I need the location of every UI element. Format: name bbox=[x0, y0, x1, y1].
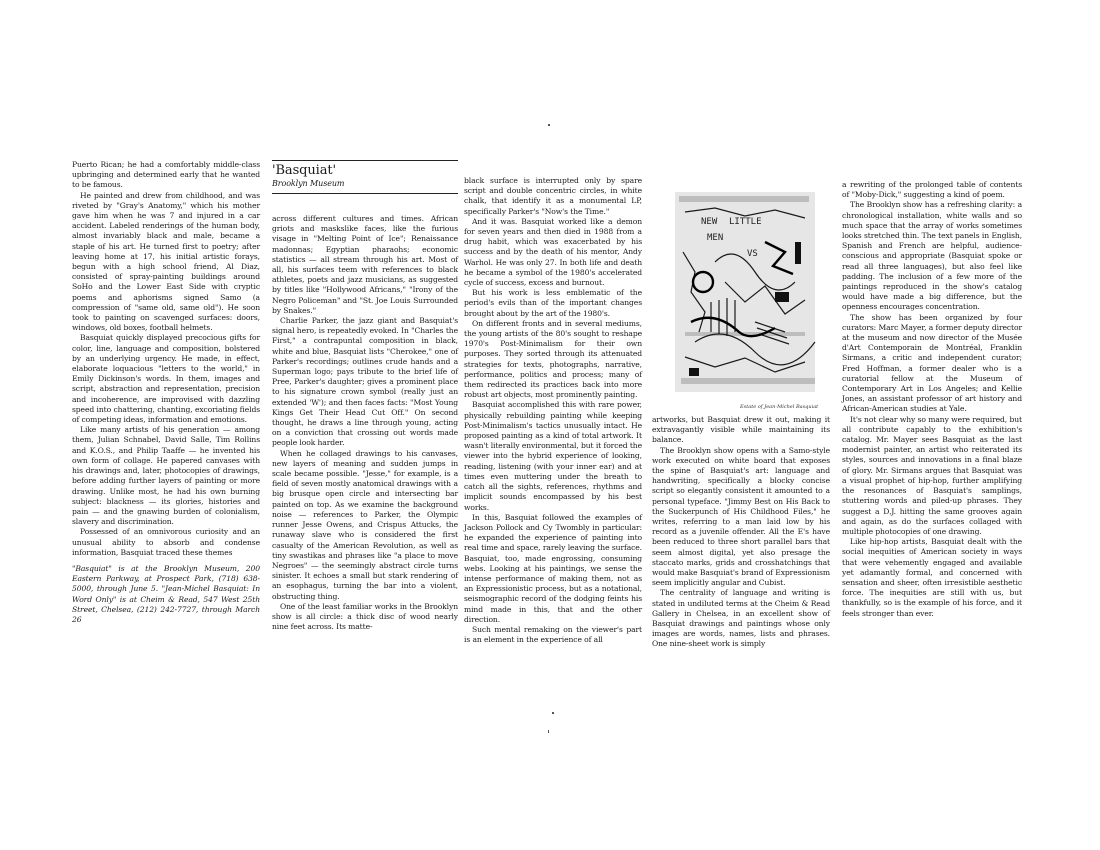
paragraph: Charlie Parker, the jazz giant and Basquiat's signal hero, is repeatedly evoked. In "Charles the First," a contrapuntal composition in black, white and blue, Basquiat lists "Cherokee," one of Parker's recordings; outlines crude hands and a Superman logo; pays tribute to the brief life of Pree, Parker's daughter; gives a prominent place to his signature crown symbol (really just an extended 'W'); and then faces facts: "Most Young Kings Get Their Head Cut Off." On second thought, he draws a line through young, acting on a conviction that crossing out words made people look harder. bbox=[272, 316, 458, 448]
paragraph: It's not clear why so many were required, but all contribute capably to the exhibition's catalog. Mr. Mayer sees Basquiat as the last modernist painter, an artist who reiterated its styles, sources and innovations in a final blaze of glory. Mr. Sirmans argues that Basquiat was a visual prophet of hip-hop, further amplifying the resonances of Basquiat's samplings, stuttering words and piled-up phrases. They suggest a D.J. hitting the same grooves again and again, as do the surfaces collaged with multiple photocopies of one drawing. bbox=[842, 414, 1022, 536]
paragraph: On different fronts and in several mediums, the young artists of the 80's sought to reshape 1970's Post-Minimalism for their own purposes. They sorted through its attenuated strategies for texts, photographs, narrative, performance, politics and process; many of them redirected its practices back into more robust art objects, most prominently painting. bbox=[464, 318, 642, 400]
scan-speck bbox=[552, 712, 554, 714]
scan-speck bbox=[548, 730, 549, 733]
review-header bbox=[272, 160, 458, 194]
paragraph: across different cultures and times. African griots and maskslike faces, like the furious visage in "Melting Point of Ice"; Renaissance madonnas; Egyptian pharaohs; economic statistics — all stream through his art. Most of all, his surfaces teem with references to black athletes, poets and jazz musicians, as suggested by titles like "Hollywood Africans," "Irony of the Negro Policeman" and "St. Joe Louis Surrounded by Snakes." bbox=[272, 214, 458, 315]
paragraph: One of the least familiar works in the Brooklyn show is all circle: a thick disc of wood nearly nine feet across. Its matte- bbox=[272, 601, 458, 632]
paragraph: And it was. Basquiat worked like a demon for seven years and then died in 1988 from a drug habit, which was exacerbated by his success and by the death of his mentor, Andy Warhol. He was only 27. In both life and death he became a symbol of the 1980's accelerated cycle of success, excess and burnout. bbox=[464, 216, 642, 288]
image-credit-caption: Estate of Jean-Michel Basquiat bbox=[740, 404, 819, 410]
paragraph: He painted and drew from childhood, and was riveted by "Gray's Anatomy," which his mother gave him when he was 7 and injured in a car accident. Labeled renderings of the human body, almost invariably black and male, became a staple of his art. He turned first to poetry; after leaving home at 17, his initial artistic forays, begun with a high school friend, Al Diaz, consisted of spray-painting buildings around SoHo and the Lower East Side with cryptic poems and aphorisms signed Samo (a compression of "same old, same old"). He soon took to painting on scavenged surfaces: doors, windows, old boxes, football helmets. bbox=[72, 190, 260, 333]
basquiat-artwork-image bbox=[655, 182, 825, 410]
paragraph: Possessed of an omnivorous curiosity and an unusual ability to absorb and condense information, Basquiat traced these themes bbox=[72, 527, 260, 557]
paragraph: Like many artists of his generation — among them, Julian Schnabel, David Salle, Tim Rollins and K.O.S., and Philip Taaffe — he invented his own form of collage. He papered canvases with his drawings and, later, photocopies of drawings, before adding further layers of painting or more drawing. Unlike most, he had his own burning subject: blackness — its glories, histories and pain — and the gnawing burden of colonialism, slavery and discrimination. bbox=[72, 425, 260, 527]
paragraph: black surface is interrupted only by spare script and double concentric circles, in white chalk, that identify it as a monumental LP, specifically Parker's "Now's the Time." bbox=[464, 176, 642, 216]
artwork-word: LITTLE bbox=[729, 217, 762, 227]
paragraph: The Brooklyn show opens with a Samo-style work executed on white board that exposes the spine of Basquiat's art: language and handwriting, specifically a blocky concise script so elegantly consistent it amounted to a personal typeface. "Jimmy Best on His Back to the Suckerpunch of His Childhood Files," he writes, referring to a man laid low by his record as a juvenile offender. All the E's have been reduced to three short parallel bars that seem almost digital, yet also presage the staccato marks, grids and crosshatchings that would make Basquiat's brand of Expressionism seem implicitly angular and Cubist. bbox=[652, 445, 830, 588]
paragraph: a rewriting of the prolonged table of contents of "Moby-Dick," suggesting a kind of poem. bbox=[842, 180, 1022, 200]
article-column-3 bbox=[464, 176, 642, 645]
artwork-word: NEW bbox=[701, 217, 718, 227]
paragraph: Like hip-hop artists, Basquiat dealt with the social inequities of American society in ways that were vehemently engaged and available yet adamantly formal, and concerned with sensation and sheer, often irresistible aesthetic force. The inequities are still with us, but thankfully, so is the example of his force, and it feels stronger than ever. bbox=[842, 537, 1022, 618]
scan-speck bbox=[548, 124, 550, 126]
paragraph: Basquiat accomplished this with rare power, physically rebuilding painting while keeping Post-Minimalism's tactics unusually intact. He proposed painting as a kind of total artwork. It wasn't literally environmental, but it forced the viewer into the hybrid experience of looking, reading, listening (with your inner ear) and at times even muttering under the breath to catch all the sights, references, rhythms and implicit sounds encompassed by his best works. bbox=[464, 400, 642, 512]
paragraph: Basquiat quickly displayed precocious gifts for color, line, language and composition, bolstered by an underlying urgency. He made, in effect, elaborate loquacious "letters to the world," in Emily Dickinson's words. In them, images and script, abstraction and representation, precision and incoherence, are improvised with dazzling speed into chattering, chanting, excoriating fields of competing ideas, information and emotions. bbox=[72, 333, 260, 425]
artwork-drawing bbox=[655, 182, 825, 404]
article-column-1 bbox=[72, 160, 260, 625]
paragraph: Puerto Rican; he had a comfortably middle-class upbringing and determined early that he wanted to be famous. bbox=[72, 160, 260, 190]
paragraph: When he collaged drawings to his canvases, new layers of meaning and sudden jumps in scale became possible. "Jesse," for example, is a field of seven mostly anatomical drawings with a big brusque open circle and intersecting bar painted on top. As we examine the background noise — references to Parker, the Olympic runner Jesse Owens, and Crispus Attucks, the runaway slave who is considered the first casualty of the American Revolution, as well as tiny swastikas and phrases like "a place to move Negroes" — the seemingly abstract circle turns sinister. It echoes a small but stark rendering of an esophagus, turning the bar into a violent, obstructing thing. bbox=[272, 448, 458, 601]
article-column-5 bbox=[842, 180, 1022, 619]
article-column-2 bbox=[272, 160, 458, 632]
article-column-4 bbox=[652, 415, 830, 650]
paragraph: The centrality of language and writing is stated in undiluted terms at the Cheim & Read Gallery in Chelsea, in an excellent show of Basquiat drawings and paintings whose only images are words, names, lists and phrases. One nine-sheet work is simply bbox=[652, 588, 830, 649]
paragraph: In this, Basquiat followed the examples of Jackson Pollock and Cy Twombly in particular: he expanded the experience of painting into real time and space, rarely leaving the surface. Basquiat, too, made engrossing, consuming webs. Looking at his paintings, we sense the intense performance of making them, not as an Expressionistic process, but as a notational, seismographic record of the dodging feints his mind made in this, that and the other direction. bbox=[464, 512, 642, 624]
paragraph: The Brooklyn show has a refreshing clarity: a chronological installation, white walls and so much space that the array of works sometimes looks stretched thin. The text panels in English, Spanish and French are helpful, audience-conscious and appropriate (Basquiat spoke or read all three languages), but also feel like padding. The inclusion of a few more of the paintings reproduced in the show's catalog would have made a big difference, but the openness encourages concentration. bbox=[842, 200, 1022, 312]
paragraph: artworks, but Basquiat drew it out, making it extravagantly visible while maintaining its balance. bbox=[652, 415, 830, 445]
review-title: 'Basquiat' bbox=[272, 163, 336, 178]
review-venue: Brooklyn Museum bbox=[272, 179, 345, 188]
artwork-word: VS bbox=[747, 249, 758, 259]
exhibition-credits: "Basquiat" is at the Brooklyn Museum, 200 Eastern Parkway, at Prospect Park, (718) 638-5000, through June 5. "Jean-Michel Basquiat: In Word Only" is at Cheim & Read, 547 West 25th Street, Chelsea, (212) 242-7727, through March 26 bbox=[72, 563, 260, 624]
paragraph: The show has been organized by four curators: Marc Mayer, a former deputy director at the museum and now director of the Musée d'Art Contemporain de Montréal, Franklin Sirmans, a critic and independent curator; Fred Hoffman, a former dealer who is a curatorial fellow at the Museum of Contemporary Art in Los Angeles; and Kellie Jones, an assistant professor of art history and African-American studies at Yale. bbox=[842, 312, 1022, 414]
paragraph: But his work is less emblematic of the period's evils than of the important changes brought about by the art of the 1980's. bbox=[464, 288, 642, 318]
paragraph: Such mental remaking on the viewer's part is an element in the experience of all bbox=[464, 624, 642, 645]
artwork-word: MEN bbox=[707, 233, 724, 243]
